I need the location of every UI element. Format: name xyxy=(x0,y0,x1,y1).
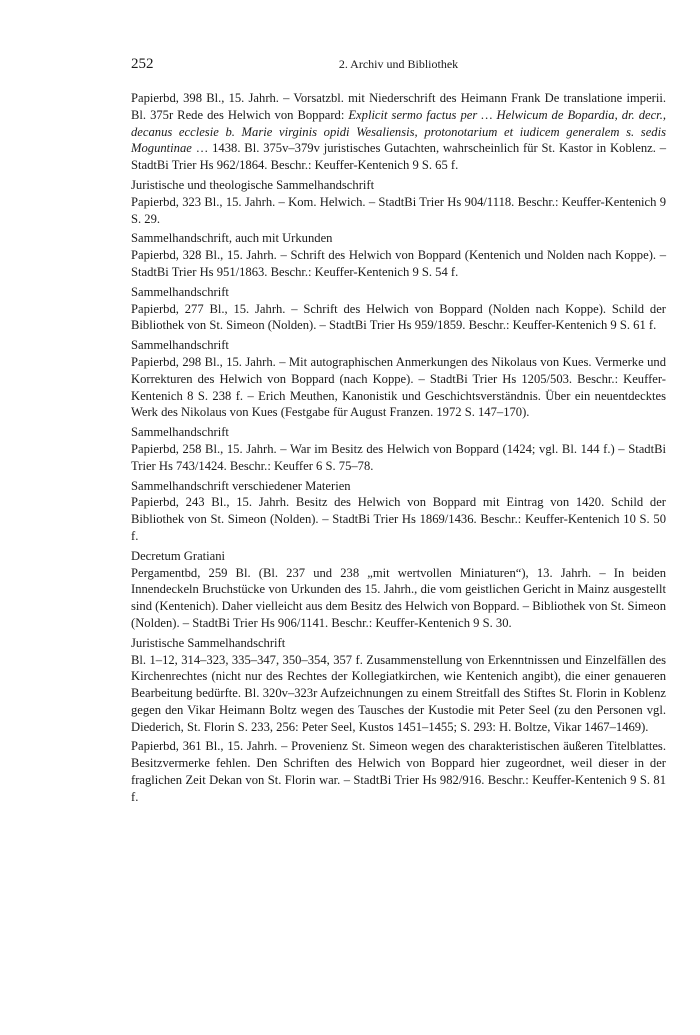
italic-quotation: Explicit sermo factus per … Helwicum de Bopardia, dr. decr., decanus ecclesie b. Marie virginis opidi Wesaliensis, protonotarium et iudicem generalem s. sedis Moguntinae xyxy=(131,107,666,156)
catalog-entries xyxy=(131,90,666,809)
entry-title: Juristische und theologische Sammelhandschrift xyxy=(131,177,375,192)
text-segment: Papierbd, 323 Bl., 15. Jahrh. – Kom. Helwich. – StadtBi Trier Hs 904/1118. Beschr.: Keuffer-Kentenich 9 S. 29. xyxy=(131,194,666,226)
text-segment: Papierbd, 243 Bl., 15. Jahrh. Besitz des Helwich von Boppard mit Eintrag von 1420. Schild der Bibliothek von St. Simeon (Nolden). – StadtBi Trier Hs 1869/1436. Beschr.: Keuffer-Kentenich 10 S. 50 f. xyxy=(131,495,666,543)
catalog-entry xyxy=(131,738,666,805)
catalog-entry xyxy=(131,230,666,280)
text-segment: Bl. 1–12, 314–323, 335–347, 350–354, 357 f. Zusammenstellung von Erkenntnissen und Einzelfällen des Kirchenrechtes (nicht nur des Rechtes der Kollegiatkirchen, wie Kentenich angibt), die einer genaueren Bearbeitung bedürfte. Bl. 320v–323r Aufzeichnungen zu einem Streitfall des Stiftes St. Florin in Koblenz gegen den Vikar Heimann Boltz wegen des Tausches der Kustodie mit Peter Seel (zu den Personen vgl. Diederich, St. Florin S. 233, 256: Peter Seel, Kustos 1451–1455; S. 293: H. Boltze, Vikar 1467–1469). xyxy=(131,652,666,734)
entry-title: Sammelhandschrift, auch mit Urkunden xyxy=(131,231,333,246)
entry-title: Juristische Sammelhandschrift xyxy=(131,635,286,650)
text-segment: Papierbd, 361 Bl., 15. Jahrh. – Provenienz St. Simeon wegen des charakteristischen äußeren Titelblattes. Besitzvermerke fehlen. Den Schriften des Helwich von Boppard hier zugeordnet, weil dieser in der fraglichen Zeit Dekan von St. Florin war. – StadtBi Trier Hs 982/916. Beschr.: Keuffer-Kentenich 9 S. 81 f. xyxy=(131,739,666,804)
entry-title: Sammelhandschrift verschiedener Materien xyxy=(131,478,351,493)
text-segment: … 1438. Bl. 375v–379v juristisches Gutachten, wahrscheinlich für St. Kastor in Koblenz. – StadtBi Trier Hs 962/1864. Beschr.: Keuffer-Kentenich 9 S. 65 f. xyxy=(131,141,666,173)
entry-title: Sammelhandschrift xyxy=(131,284,229,299)
catalog-entry xyxy=(131,548,666,632)
entry-description xyxy=(131,494,666,544)
running-head: 2. Archiv und Bibliothek xyxy=(338,57,459,71)
catalog-entry xyxy=(131,478,666,545)
text-segment: Papierbd, 277 Bl., 15. Jahrh. – Schrift des Helwich von Boppard (Nolden nach Koppe). Schild der Bibliothek von St. Simeon (Nolden). – StadtBi Trier Hs 959/1859. Beschr.: Keuffer-Kentenich 9 S. 61 f. xyxy=(131,301,666,333)
text-segment: Pergamentbd, 259 Bl. (Bl. 237 und 238 „mit wertvollen Miniaturen“), 13. Jahrh. – In beiden Innendeckeln Bruchstücke von Urkunden des 15. Jahrh., die vom geistlichen Gericht in Mainz ausgestellt sind (Kentenich). Daher vielleicht aus dem Besitz des Helwich von Boppard. – Bibliothek von St. Simeon (Nolden). – StadtBi Trier Hs 906/1141. Beschr.: Keuffer-Kentenich 9 S. 30. xyxy=(131,565,666,630)
entry-title: Sammelhandschrift xyxy=(131,425,229,440)
catalog-entry xyxy=(131,284,666,334)
entry-description xyxy=(131,738,666,805)
entry-description xyxy=(131,652,666,736)
entry-description xyxy=(131,90,666,174)
catalog-entry xyxy=(131,424,666,474)
catalog-entry xyxy=(131,90,666,174)
catalog-entry xyxy=(131,635,666,736)
text-segment: Papierbd, 298 Bl., 15. Jahrh. – Mit autographischen Anmerkungen des Nikolaus von Kues. Vermerke und Korrekturen des Helwich von Boppard (nach Koppe). – StadtBi Trier Hs 1205/503. Beschr.: Keuffer-Kentenich 8 S. 238 f. – Erich Meuthen, Kanonistik und Geschichtsverständnis. Über ein neuentdecktes Werk des Nikolaus von Kues (Festgabe für August Franzen. 1972 S. 147–170). xyxy=(131,354,666,420)
page-header xyxy=(131,54,666,74)
entry-description xyxy=(131,194,666,228)
page-number: 252 xyxy=(131,56,154,72)
entry-title: Decretum Gratiani xyxy=(131,548,226,563)
text-segment: Papierbd, 328 Bl., 15. Jahrh. – Schrift des Helwich von Boppard (Kentenich und Nolden nach Koppe). – StadtBi Trier Hs 951/1863. Beschr.: Keuffer-Kentenich 9 S. 54 f. xyxy=(131,248,666,279)
entry-description xyxy=(131,247,666,281)
entry-description xyxy=(131,354,666,421)
entry-description xyxy=(131,565,666,632)
entry-title: Sammelhandschrift xyxy=(131,338,229,353)
entry-description xyxy=(131,301,666,335)
text-segment: Papierbd, 398 Bl., 15. Jahrh. – Vorsatzbl. mit Niederschrift des Heimann Frank De translatione imperii. Bl. 375r Rede des Helwich von Boppard: xyxy=(131,91,666,122)
catalog-entry xyxy=(131,177,666,227)
entry-description xyxy=(131,441,666,475)
text-segment: Papierbd, 258 Bl., 15. Jahrh. – War im Besitz des Helwich von Boppard (1424; vgl. Bl. 144 f.) – StadtBi Trier Hs 743/1424. Beschr.: Keuffer 6 S. 75–78. xyxy=(131,441,666,473)
catalog-entry xyxy=(131,337,666,421)
